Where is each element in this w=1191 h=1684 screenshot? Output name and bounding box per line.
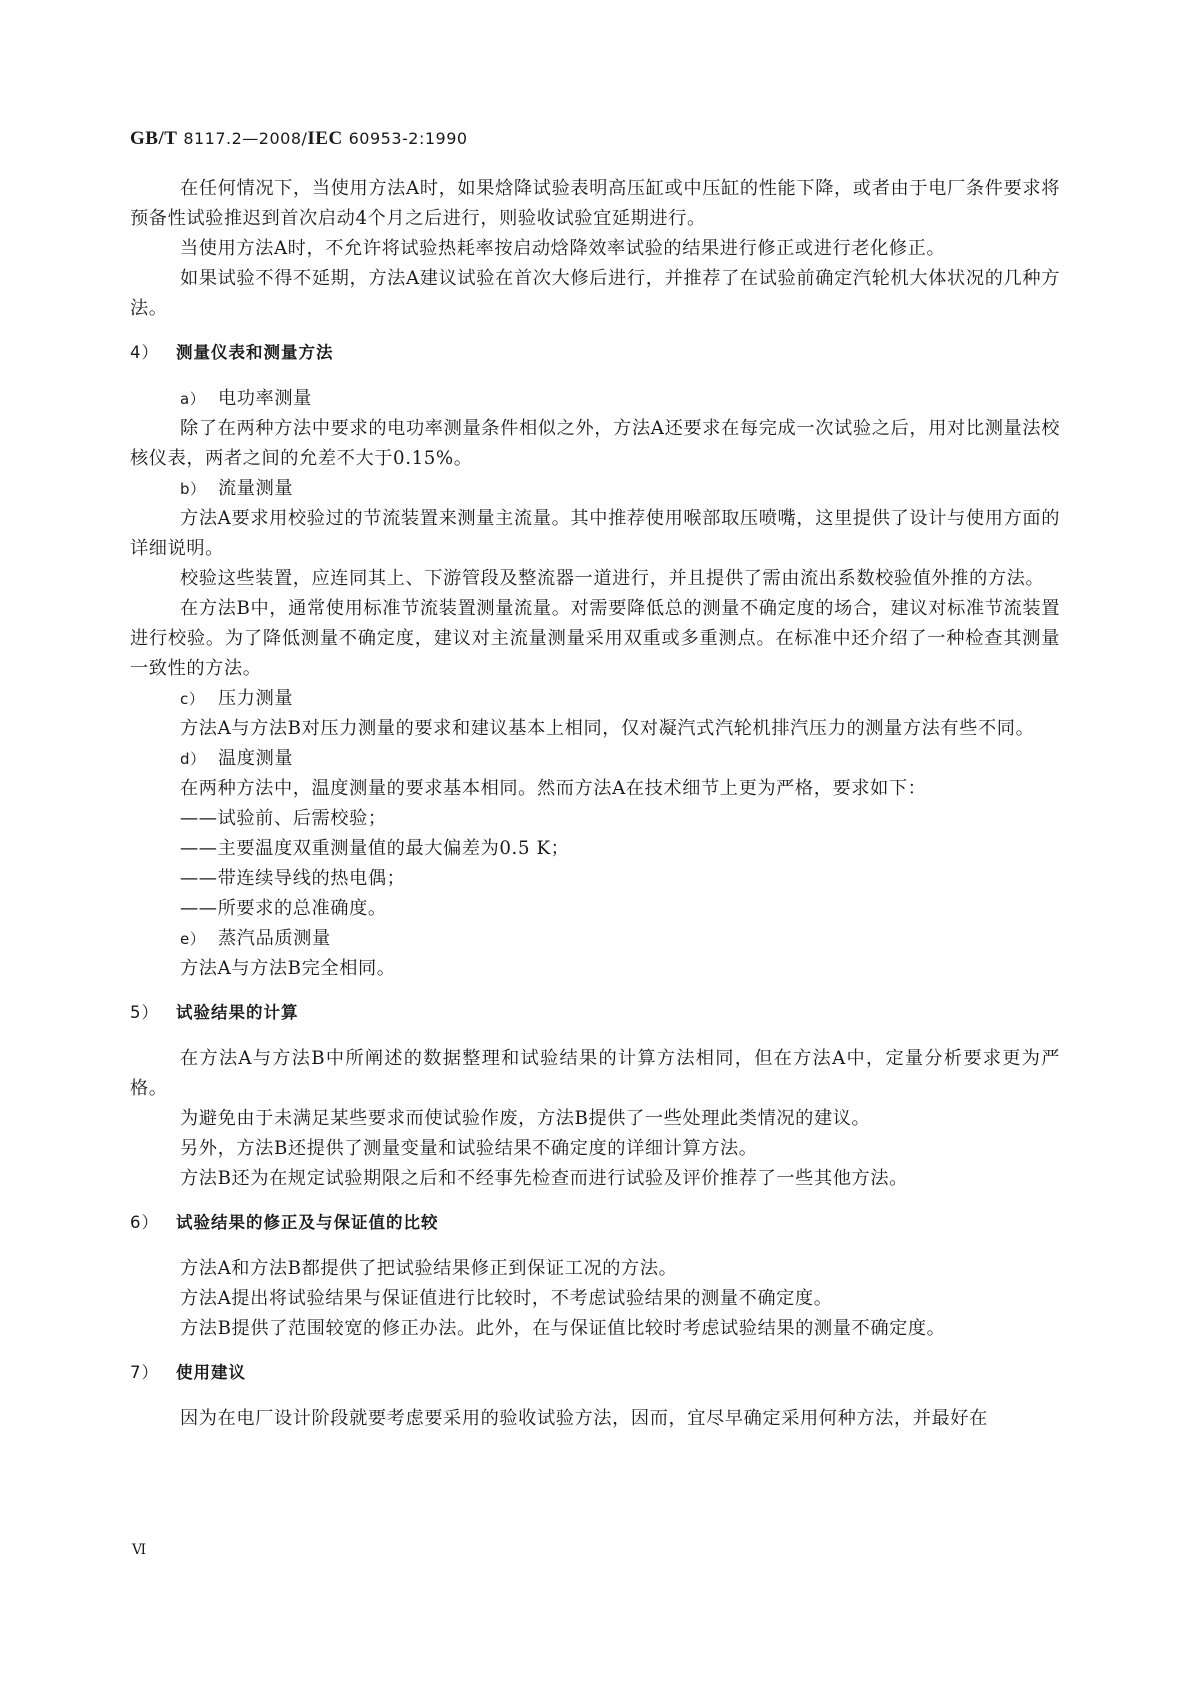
subsection-a-heading — [130, 384, 1060, 414]
subsection-c-title: 压力测量 — [218, 688, 294, 709]
subsection-b-label: b） — [180, 480, 206, 498]
subsection-e-title: 蒸汽品质测量 — [218, 928, 331, 949]
subsection-c-heading — [130, 684, 1060, 714]
section-7-paragraph-1: 因为在电厂设计阶段就要考虑要采用的验收试验方法，因而，宜尽早确定采用何种方法，并最好在 — [180, 1408, 988, 1429]
subsection-c-label: c） — [180, 690, 205, 708]
section-6-paragraph-3: 方法B提供了范围较宽的修正办法。此外，在与保证值比较时考虑试验结果的测量不确定度。 — [180, 1318, 946, 1339]
subsection-d-label: d） — [180, 750, 206, 768]
section-5-paragraph-4: 方法B还为在规定试验期限之后和不经事先检查而进行试验及评价推荐了一些其他方法。 — [180, 1168, 908, 1189]
subsection-e-label: e） — [180, 930, 206, 948]
subsection-d-text: 在两种方法中，温度测量的要求基本相同。然而方法A在技术细节上更为严格，要求如下： — [180, 778, 927, 799]
subsection-b-text-3: 在方法B中，通常使用标准节流装置测量流量。对需要降低总的测量不确定度的场合，建议对标准节流装置进行校验。为了降低测量不确定度，建议对主流量测量采用双重或多重测点。在标准中还介绍了一种检查其测量一致性的方法。 — [130, 598, 1060, 679]
subsection-d-heading — [130, 744, 1060, 774]
standard-header — [130, 128, 468, 150]
iec-code: IEC — [307, 128, 343, 149]
section-7-number: 7） — [130, 1363, 159, 1382]
section-7-heading — [130, 1360, 1060, 1386]
subsection-b-heading — [130, 474, 1060, 504]
subsection-e-heading — [130, 924, 1060, 954]
body-content — [130, 174, 1060, 1434]
subsection-b-text-2: 校验这些装置，应连同其上、下游管段及整流器一道进行，并且提供了需由流出系数校验值外推的方法。 — [180, 568, 1045, 589]
section-5-paragraph-1: 在方法A与方法B中所阐述的数据整理和试验结果的计算方法相同，但在方法A中，定量分析要求更为严格。 — [130, 1048, 1060, 1099]
iec-number: 60953-2:1990 — [348, 129, 468, 148]
dash-list-item: ——所要求的总准确度。 — [180, 898, 387, 919]
subsection-a-title: 电功率测量 — [218, 388, 312, 409]
section-6-number: 6） — [130, 1213, 159, 1232]
section-4-heading — [130, 340, 1060, 366]
section-5-heading — [130, 1000, 1060, 1026]
subsection-e-text: 方法A与方法B完全相同。 — [180, 958, 396, 979]
subsection-b-title: 流量测量 — [218, 478, 294, 499]
subsection-b-text-1: 方法A要求用校验过的节流装置来测量主流量。其中推荐使用喉部取压喷嘴，这里提供了设计与使用方面的详细说明。 — [130, 508, 1060, 559]
dash-list-item: ——试验前、后需校验； — [180, 808, 387, 829]
std-code: GB/T — [130, 128, 178, 149]
intro-paragraph-1: 在任何情况下，当使用方法A时，如果焓降试验表明高压缸或中压缸的性能下降，或者由于电厂条件要求将预备性试验推迟到首次启动4个月之后进行，则验收试验宜延期进行。 — [130, 178, 1060, 229]
subsection-a-text: 除了在两种方法中要求的电功率测量条件相似之外，方法A还要求在每完成一次试验之后，用对比测量法校核仪表，两者之间的允差不大于0.15%。 — [130, 418, 1060, 469]
subsection-c-text: 方法A与方法B对压力测量的要求和建议基本上相同，仅对凝汽式汽轮机排汽压力的测量方法有些不同。 — [180, 718, 1035, 739]
section-6-paragraph-2: 方法A提出将试验结果与保证值进行比较时，不考虑试验结果的测量不确定度。 — [180, 1288, 833, 1309]
page-number: Ⅵ — [132, 1542, 147, 1558]
section-5-title: 试验结果的计算 — [176, 1003, 299, 1022]
std-number: 8117.2—2008/ — [183, 129, 308, 148]
subsection-d-title: 温度测量 — [218, 748, 294, 769]
dash-list-item: ——带连续导线的热电偶； — [180, 868, 406, 889]
intro-paragraph-3: 如果试验不得不延期，方法A建议试验在首次大修后进行，并推荐了在试验前确定汽轮机大体状况的几种方法。 — [130, 268, 1060, 319]
section-5-paragraph-2: 为避免由于未满足某些要求而使试验作废，方法B提供了一些处理此类情况的建议。 — [180, 1108, 871, 1129]
section-4-title: 测量仪表和测量方法 — [176, 343, 334, 362]
section-5-paragraph-3: 另外，方法B还提供了测量变量和试验结果不确定度的详细计算方法。 — [180, 1138, 758, 1159]
section-6-title: 试验结果的修正及与保证值的比较 — [176, 1213, 439, 1232]
section-5-number: 5） — [130, 1003, 159, 1022]
section-6-paragraph-1: 方法A和方法B都提供了把试验结果修正到保证工况的方法。 — [180, 1258, 678, 1279]
dash-list-item: ——主要温度双重测量值的最大偏差为0.5 K； — [180, 838, 570, 859]
section-4-number: 4） — [130, 343, 159, 362]
subsection-a-label: a） — [180, 390, 206, 408]
section-7-title: 使用建议 — [176, 1363, 246, 1382]
intro-paragraph-2: 当使用方法A时，不允许将试验热耗率按启动焓降效率试验的结果进行修正或进行老化修正。 — [180, 238, 946, 259]
section-6-heading — [130, 1210, 1060, 1236]
